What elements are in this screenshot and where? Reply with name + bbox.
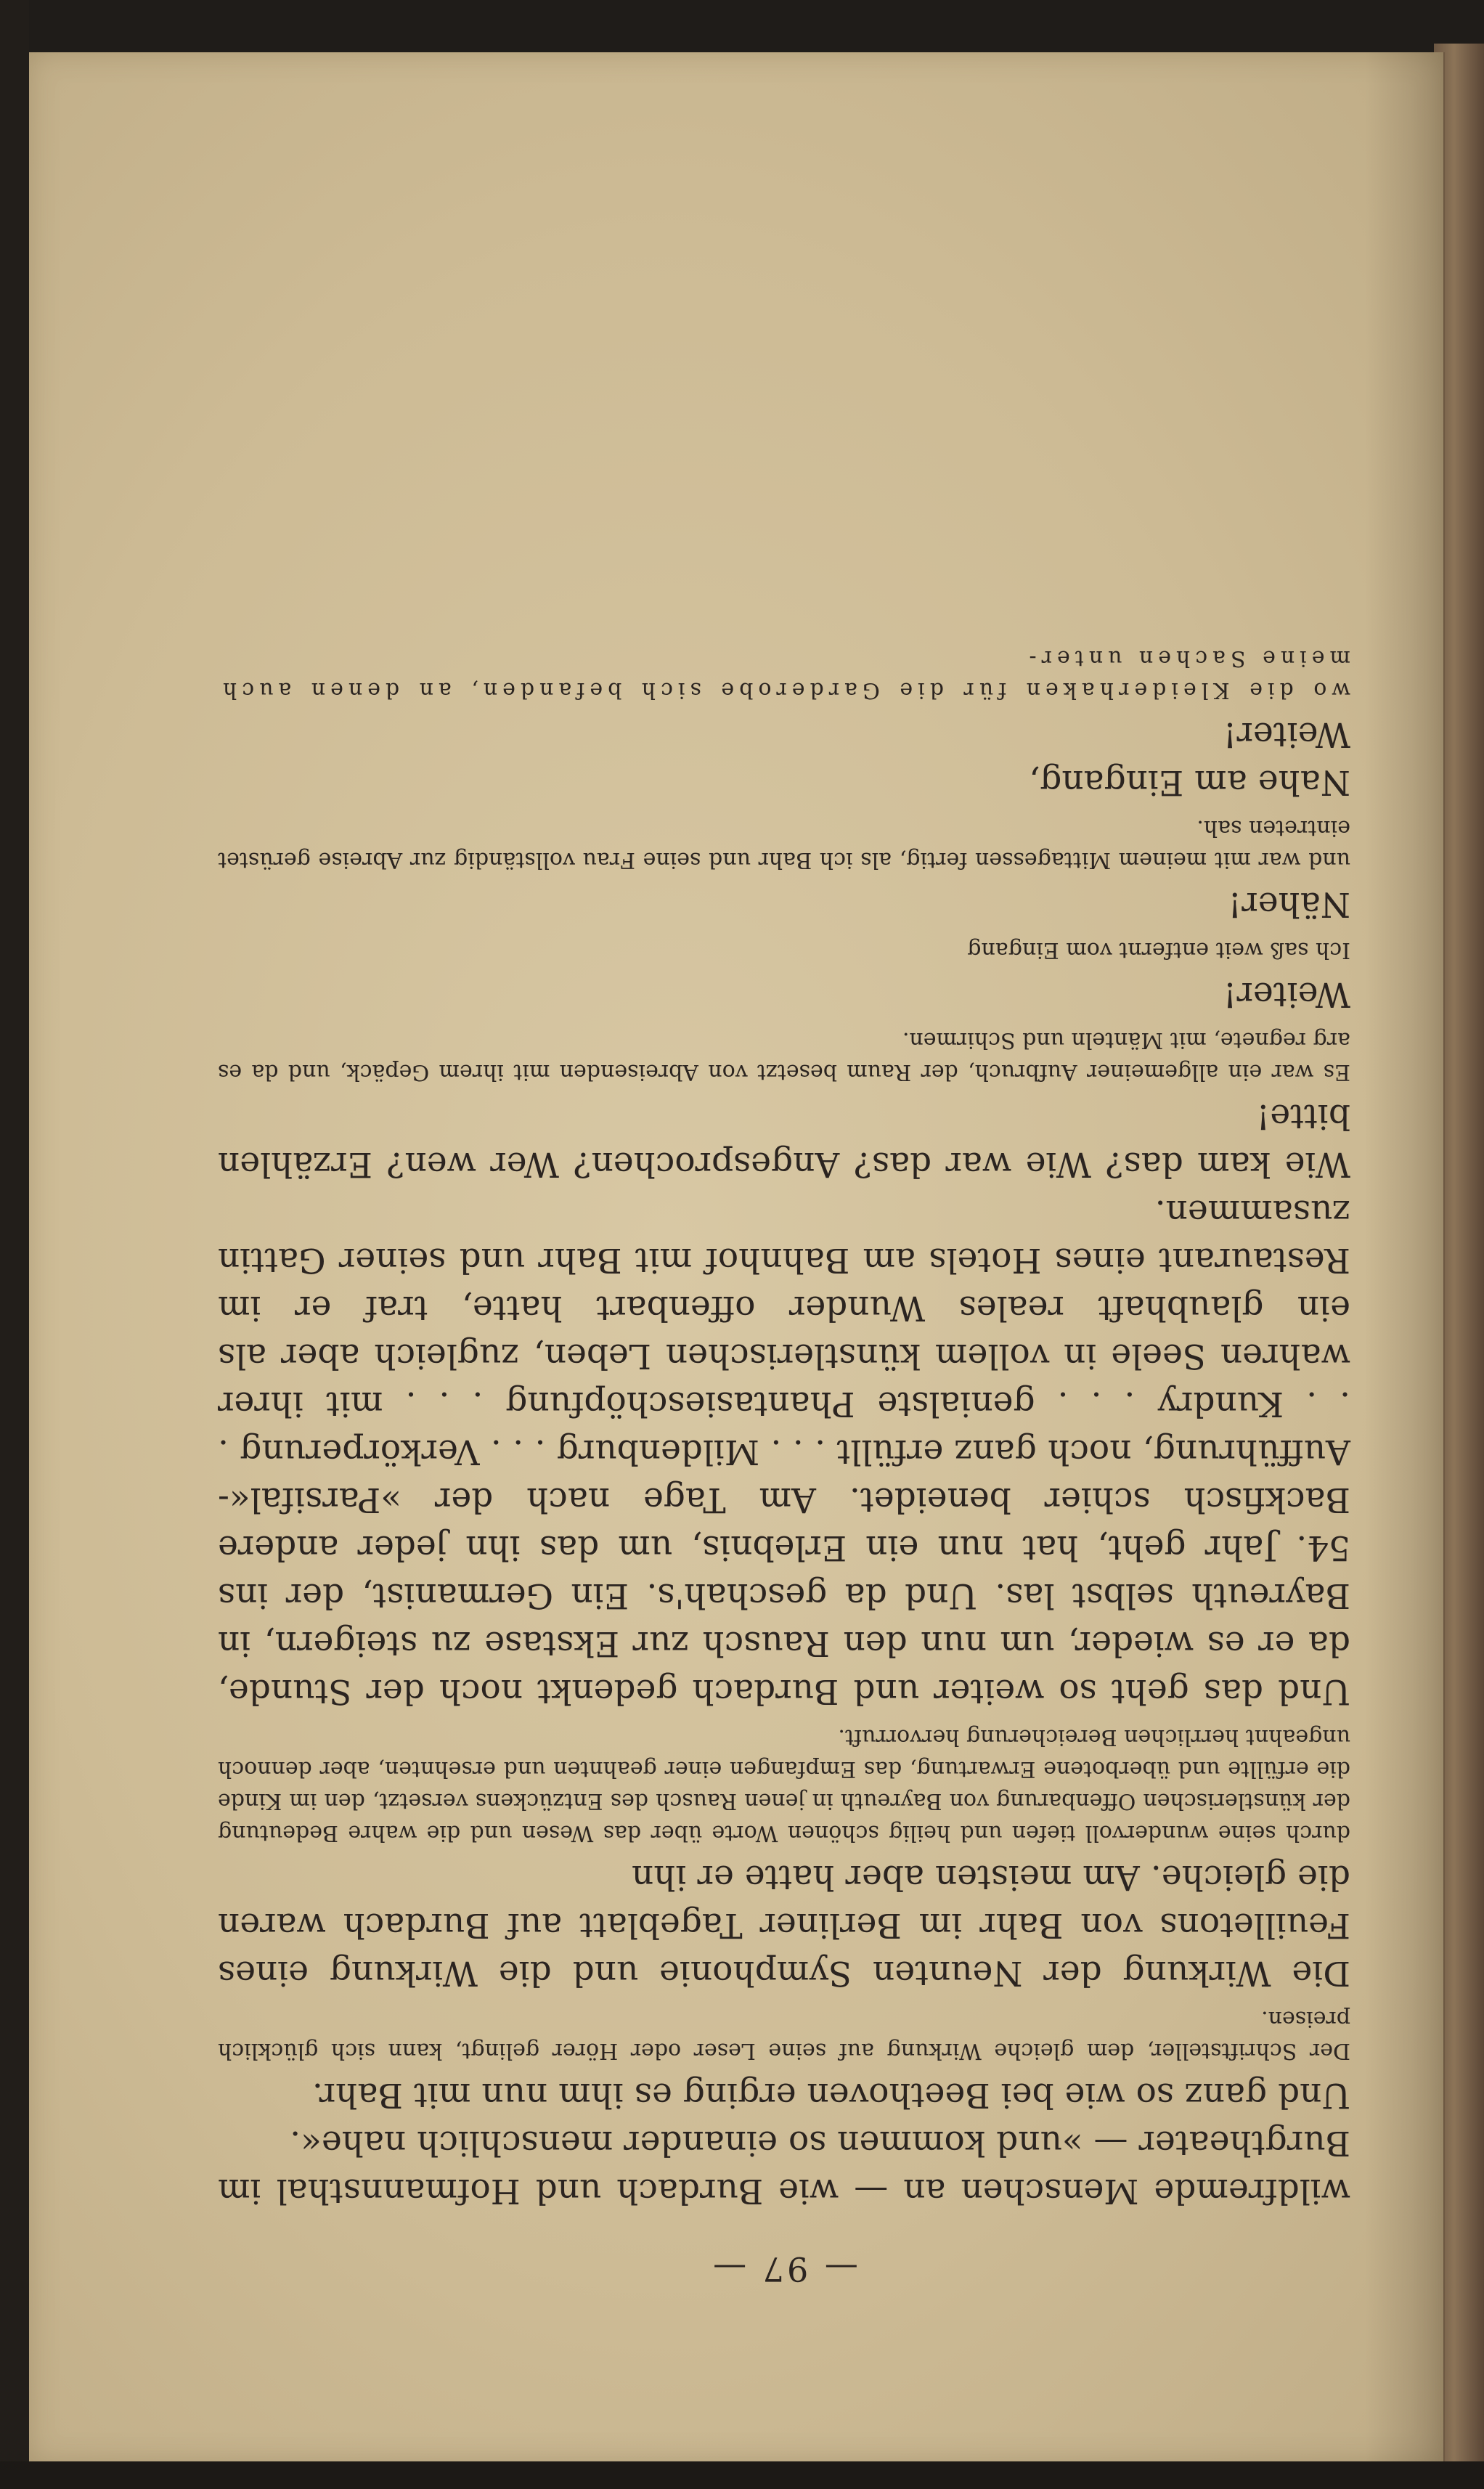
scanner-border-top	[0, 0, 1484, 54]
dialogue-line: Weiter!	[1223, 974, 1350, 1014]
text-paragraph: Und ganz so wie bei Beethoven erging es ihm nun mit Bahr.	[311, 2075, 1350, 2115]
text-paragraph: Wie kam das? Wie war das? Angesprochen? Wer wen? Erzählen bitte!	[218, 1096, 1350, 1184]
dialogue-line: Nahe am Eingang,	[1029, 762, 1350, 802]
text-paragraph: Die Wirkung der Neunten Symphonie und die Wirkung eines Feuilletons von Bahr im Berliner Tageblatt auf Burdach waren die gleiche. Am meisten aber hatte er ihn	[218, 1857, 1350, 1993]
quoted-passage: Es war ein allgemeiner Aufbruch, der Raum besetzt von Abreisenden mit ihrem Gepäck, und da es arg regnete, mit Mänteln und Schirmen.	[218, 1027, 1350, 1085]
dialogue-line: Näher!	[1228, 884, 1350, 924]
page-number: — 97 —	[710, 2249, 858, 2289]
text-paragraph: Und das geht so weiter und Burdach gedenkt noch der Stunde, da er es wieder, um nun den Rausch zur Ekstase zu steigern, in Bayreuth selbst las. Und da geschah's. Ein Germanist, der ins 54. Jahr geht, hat nun ein Erlebnis, um das ihn jeder andere Backfisch schier beneidet. Am Tage nach der »Parsifal«-Aufführung, noch ganz erfüllt . . . Mildenburg . . . Verkörperung . . . Kundry . . . genialste Phantasieschöpfung . . . mit ihrer wahren Seele in vollem künstlerischen Leben, zugleich aber als ein glaubhaft reales Wunder offenbart hatte, traf er im Restaurant eines Hotels am Bahnhof mit Bahr und seiner Gattin zusammen.	[218, 1192, 1350, 1711]
quoted-passage: und war mit meinem Mittagessen fertig, als ich Bahr und seine Frau vollständig zur Abreise gerüstet eintreten sah.	[218, 815, 1350, 873]
quoted-passage: wo die Kleiderhaken für die Garderobe sich befanden, an denen auch meine Sachen unter-	[218, 645, 1350, 703]
page-text-block	[218, 167, 1350, 2294]
quoted-passage: Ich saß weit entfernt vom Eingang	[967, 937, 1350, 963]
text-paragraph: wildfremde Menschen an — wie Burdach und Hofmannsthal im Burgtheater — »und kommen so einander menschlich nahe«.	[218, 2123, 1350, 2211]
scanner-border-bottom	[0, 2461, 1484, 2489]
scanner-border-left	[0, 0, 29, 2489]
quoted-passage: durch seine wundervoll tiefen und heilig schönen Worte über das Wesen und die wahre Bedeutung der künstlerischen Offenbarung von Bayreuth in jenen Rausch des Entzückens versetzt, den im Kinde die erfüllte und überbotene Erwartung, das Empfangen einer geahnten und ersehnten, aber dennoch ungeahnt herrlichen Bereicherung hervorruft.	[218, 1724, 1350, 1846]
page-edge-shadow	[1365, 52, 1445, 2463]
quoted-passage: Der Schriftsteller, dem gleiche Wirkung auf seine Leser oder Hörer gelingt, kann sich glücklich preisen.	[218, 2006, 1350, 2064]
dialogue-line: Weiter!	[1223, 714, 1350, 754]
